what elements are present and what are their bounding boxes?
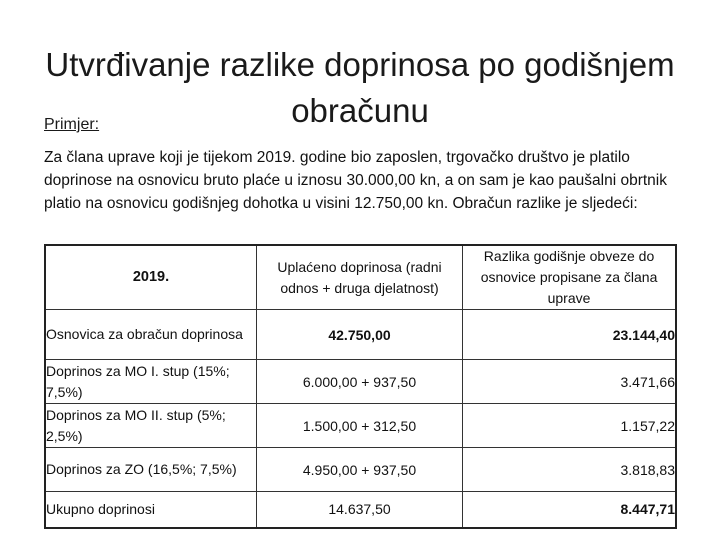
intro-paragraph: Za člana uprave koji je tijekom 2019. godine bio zaposlen, trgovačko društvo je platilo doprinose na osnovicu bruto plaće u iznosu 30.000,00 kn, a on sam je kao paušalni obrtnik platio na osnovicu godišnjeg dohotka u visini 12.750,00 kn. Obračun razlike je sljedeći:	[44, 149, 667, 212]
table-row	[45, 360, 676, 404]
table-row	[45, 448, 676, 492]
header-year: 2019.	[45, 245, 256, 310]
row-difference: 3.818,83	[463, 448, 676, 492]
table-header-row	[45, 245, 676, 310]
row-paid: 14.637,50	[256, 492, 462, 528]
example-label: Primjer:	[44, 116, 100, 133]
table-row-total	[45, 492, 676, 528]
row-paid: 4.950,00 + 937,50	[256, 448, 462, 492]
row-difference: 23.144,40	[463, 310, 676, 360]
row-label: Doprinos za MO I. stup (15%; 7,5%)	[45, 360, 256, 404]
header-paid: Uplaćeno doprinosa (radni odnos + druga djelatnost)	[256, 245, 462, 310]
row-paid: 1.500,00 + 312,50	[256, 404, 462, 448]
row-difference: 8.447,71	[620, 501, 675, 518]
table-row	[45, 404, 676, 448]
row-label: Ukupno doprinosi	[45, 492, 256, 528]
row-difference: 3.471,66	[463, 360, 676, 404]
row-difference: 1.157,22	[463, 404, 676, 448]
row-paid: 6.000,00 + 937,50	[256, 360, 462, 404]
row-label: Doprinos za ZO (16,5%; 7,5%)	[45, 448, 256, 492]
table-row	[45, 310, 676, 360]
row-label: Doprinos za MO II. stup (5%; 2,5%)	[45, 404, 256, 448]
header-difference: Razlika godišnje obveze do osnovice propisane za člana uprave	[463, 245, 676, 310]
contribution-table	[44, 244, 677, 529]
slide-title: Utvrđivanje razlike doprinosa po godišnjem obračunu	[45, 46, 675, 129]
row-paid: 42.750,00	[256, 310, 462, 360]
row-label: Osnovica za obračun doprinosa	[45, 310, 256, 360]
